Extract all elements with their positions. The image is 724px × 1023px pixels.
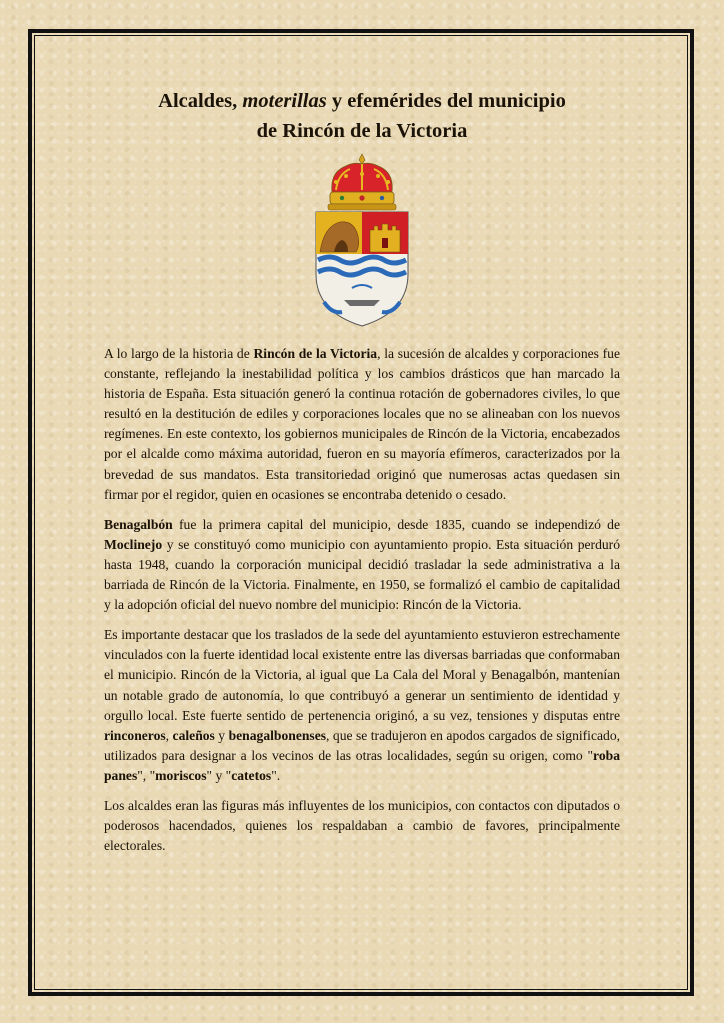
paragraph-2 — [104, 515, 620, 615]
p3-text-3: y — [214, 727, 229, 743]
paragraph-1 — [104, 344, 620, 505]
title-part-3: y efemérides del municipio — [326, 90, 566, 112]
p3-bold-2: caleños — [172, 727, 215, 743]
p3-bold-5: moriscos — [155, 767, 207, 783]
p1-text-2: , la sucesión de alcaldes y corporaciones fue constante, reflejando la inestabilidad política y los cambios drásticos que han marcado la historia de España. Esta situación generó la continua rotación de gobernadores civiles, lo que resultó en la destitución de ediles y corporaciones locales que no se alineaban con los nuevos regímenes. En este contexto, los gobiernos municipales de Rincón de la Victoria, encabezados por el alcalde como máxima autoridad, fueron en su mayoría efímeros, caracterizados por la brevedad de sus mandatos. Esta transitoriedad originó que numerosas actas quedasen sin firmar por el regidor, quien en ocasiones se encontraba detenido o cesado. — [104, 346, 621, 502]
p3-text-7: ". — [271, 767, 281, 783]
paragraph-3 — [104, 625, 620, 786]
crown-icon — [328, 154, 396, 210]
p3-text-5: ", " — [137, 767, 156, 783]
title-part-1: Alcaldes, — [158, 90, 243, 112]
document-title — [60, 86, 664, 146]
p2-bold-1: Benagalbón — [104, 516, 173, 532]
p3-bold-6: catetos — [231, 767, 272, 783]
p2-bold-2: Moclinejo — [104, 536, 163, 552]
title-italic: moterillas — [242, 90, 327, 112]
p3-text-2: , — [165, 727, 173, 743]
p4-text-1: Los alcaldes eran las figuras más influyentes de los municipios, con contactos con diputados o poderosos hacendados, quienes los respaldaban a cambio de favores, principalmente electorales. — [104, 797, 620, 854]
p2-text-1: fue la primera capital del municipio, desde 1835, cuando se independizó de — [172, 516, 620, 532]
coat-of-arms-icon — [312, 152, 412, 330]
p3-bold-1: rinconeros — [104, 727, 166, 743]
shield-icon — [316, 212, 408, 326]
p3-bold-3: benagalbonenses — [228, 727, 327, 743]
p2-text-2: y se constituyó como municipio con ayuntamiento propio. Esta situación perduró hasta 1948, cuando la corporación municipal decidió trasladar la sede administrativa a la barriada de Rincón de la Victoria. Finalmente, en 1950, se formalizó el cambio de capitalidad y la adopción oficial del nuevo nombre del municipio: Rincón de la Victoria. — [104, 536, 620, 613]
p3-text-6: " y " — [206, 767, 232, 783]
body-text — [104, 344, 620, 866]
p1-bold-1: Rincón de la Victoria — [253, 346, 378, 361]
p3-bold-4: roba panes — [104, 747, 620, 783]
paragraph-4 — [104, 796, 620, 856]
p1-text-1: A lo largo de la historia de — [104, 346, 254, 361]
p3-text-1: Es importante destacar que los traslados de la sede del ayuntamiento estuvieron estrechamente vinculados con la fuerte identidad local existente entre las diversas barriadas que conformaban el municipio. Rincón de la Victoria, al igual que La Cala del Moral y Benagalbón, mantenían un notable grado de autonomía, lo que contribuyó a generar un sentimiento de identidad y orgullo local. Este fuerte sentido de pertenencia originó, a su vez, tensiones y disputas entre — [104, 627, 620, 723]
title-line-2: de Rincón de la Victoria — [256, 120, 468, 142]
p3-text-4: , que se tradujeron en apodos cargados de significado, utilizados para designar a los vecinos de las otras localidades, según su origen, como " — [104, 727, 621, 763]
